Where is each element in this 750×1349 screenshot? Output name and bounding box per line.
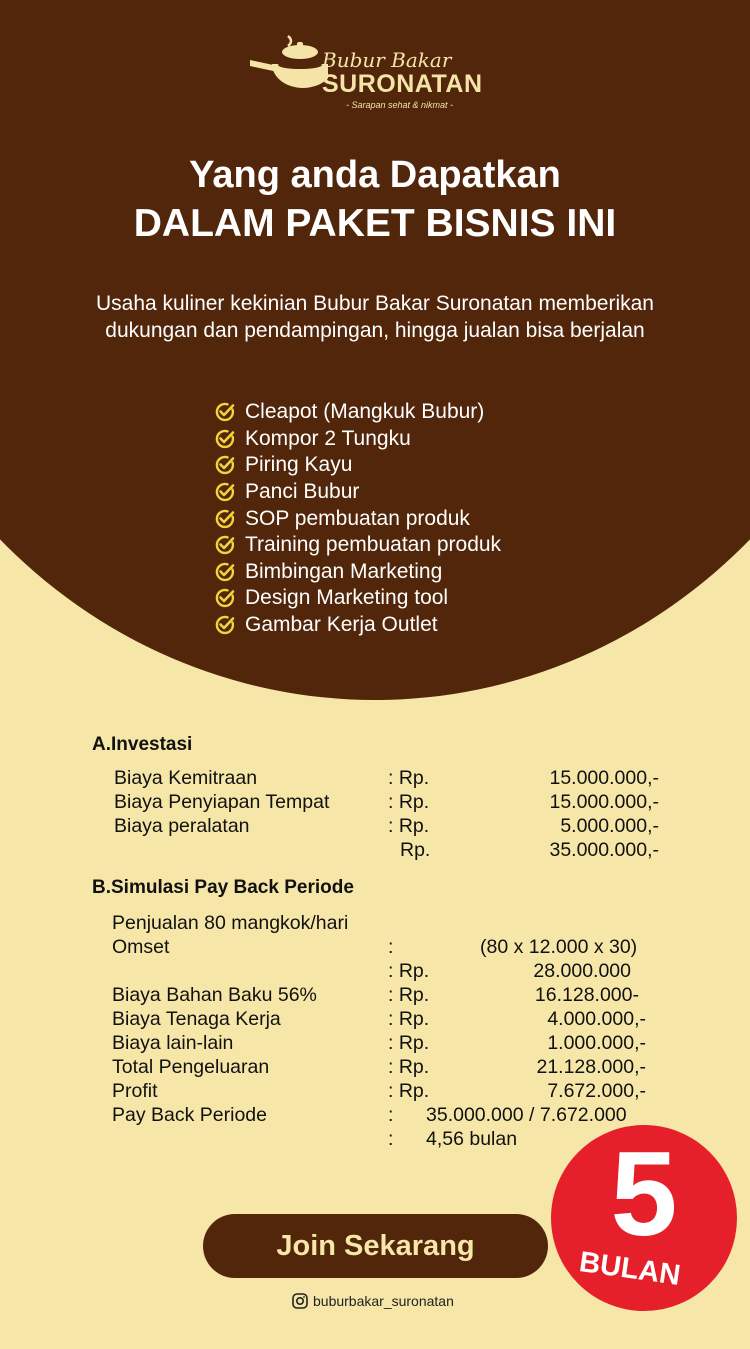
- row-currency: : Rp.: [388, 791, 430, 813]
- feature-label: Design Marketing tool: [245, 586, 449, 610]
- check-circle-icon: [214, 428, 236, 450]
- row-colon: :: [388, 1104, 394, 1126]
- instagram-handle: buburbakar_suronatan: [313, 1293, 454, 1309]
- omset-row: [0, 936, 750, 960]
- row-colon: :: [388, 1128, 394, 1150]
- row-label: Biaya Bahan Baku 56%: [112, 984, 317, 1006]
- instagram-icon: [292, 1293, 308, 1309]
- row-currency: : Rp.: [388, 767, 430, 789]
- check-circle-icon: [214, 454, 236, 476]
- feature-list: [214, 399, 501, 638]
- omset-value-row: [0, 960, 750, 984]
- feature-item: [214, 585, 501, 612]
- feature-label: Gambar Kerja Outlet: [245, 613, 438, 637]
- row-currency: : Rp.: [388, 1080, 430, 1102]
- row-colon: :: [388, 936, 394, 958]
- row-currency: : Rp.: [388, 1032, 430, 1054]
- payback-result: 4,56 bulan: [426, 1128, 518, 1150]
- feature-label: SOP pembuatan produk: [245, 506, 470, 530]
- check-circle-icon: [214, 561, 236, 583]
- bowl-icon: [248, 34, 328, 100]
- row-value: 21.128.000,-: [536, 1056, 646, 1078]
- feature-label: Panci Bubur: [245, 480, 360, 504]
- brand-name-line1: Bubur Bakar: [322, 48, 452, 72]
- feature-label: Piring Kayu: [245, 453, 353, 477]
- brand-logo: [248, 28, 488, 108]
- row-currency: : Rp.: [388, 1008, 430, 1030]
- row-label: Penjualan 80 mangkok/hari: [112, 912, 349, 934]
- feature-item: [214, 399, 501, 426]
- row-label: Profit: [112, 1080, 158, 1102]
- payback-badge: [551, 1125, 737, 1311]
- simulasi-row: [0, 1032, 750, 1056]
- investasi-heading: A.Investasi: [92, 734, 193, 755]
- join-now-button[interactable]: Join Sekarang: [203, 1214, 548, 1278]
- brand-name-line2: SURONATAN: [322, 70, 483, 98]
- check-circle-icon: [214, 534, 236, 556]
- simulasi-row: [0, 1080, 750, 1104]
- feature-item: [214, 505, 501, 532]
- simulasi-heading: B.Simulasi Pay Back Periode: [92, 877, 354, 898]
- investasi-total-row: [0, 839, 750, 863]
- row-label: Biaya lain-lain: [112, 1032, 234, 1054]
- row-value: 5.000.000,-: [560, 815, 659, 837]
- simulasi-row: [0, 984, 750, 1008]
- hero-title-line2: DALAM PAKET BISNIS INI: [133, 202, 617, 245]
- feature-label: Kompor 2 Tungku: [245, 426, 411, 450]
- row-value: 28.000.000: [533, 960, 631, 982]
- simulasi-row: [0, 1008, 750, 1032]
- row-currency: : Rp.: [388, 815, 430, 837]
- badge-number: 5: [610, 1127, 678, 1261]
- omset-formula: (80 x 12.000 x 30): [480, 936, 638, 958]
- row-label: Total Pengeluaran: [112, 1056, 270, 1078]
- row-label: Biaya peralatan: [114, 815, 250, 837]
- feature-item: [214, 612, 501, 639]
- instagram-link[interactable]: [292, 1293, 454, 1309]
- feature-item: [214, 479, 501, 506]
- row-label: Omset: [112, 936, 170, 958]
- row-value: 16.128.000-: [534, 984, 639, 1006]
- feature-item: [214, 426, 501, 453]
- simulasi-row: [0, 1056, 750, 1080]
- investasi-row: [0, 815, 750, 839]
- row-value: 1.000.000,-: [547, 1032, 646, 1054]
- feature-label: Training pembuatan produk: [245, 533, 502, 557]
- investasi-row: [0, 767, 750, 791]
- brand-tagline: - Sarapan sehat & nikmat -: [346, 100, 454, 110]
- row-value: 15.000.000,-: [549, 791, 659, 813]
- feature-label: Cleapot (Mangkuk Bubur): [245, 400, 485, 424]
- row-label: Biaya Tenaga Kerja: [112, 1008, 281, 1030]
- hero-intro-text: Usaha kuliner kekinian Bubur Bakar Suronatan memberikan dukungan dan pendampingan, hingga jualan bisa berjalan: [96, 292, 654, 342]
- row-label: Pay Back Periode: [112, 1104, 268, 1126]
- check-circle-icon: [214, 481, 236, 503]
- penjualan-row: [0, 912, 750, 936]
- badge-unit: BULAN: [577, 1246, 683, 1292]
- row-label: Biaya Kemitraan: [114, 767, 258, 789]
- check-circle-icon: [214, 614, 236, 636]
- payback-formula: 35.000.000 / 7.672.000: [426, 1104, 627, 1126]
- row-label: Biaya Penyiapan Tempat: [114, 791, 330, 813]
- feature-item: [214, 532, 501, 559]
- row-value: 35.000.000,-: [549, 839, 659, 861]
- row-value: 4.000.000,-: [547, 1008, 646, 1030]
- row-currency: : Rp.: [388, 960, 430, 982]
- row-currency: : Rp.: [388, 984, 430, 1006]
- row-currency: Rp.: [400, 839, 431, 861]
- feature-label: Bimbingan Marketing: [245, 559, 443, 583]
- check-circle-icon: [214, 587, 236, 609]
- investasi-row: [0, 791, 750, 815]
- check-circle-icon: [214, 401, 236, 423]
- row-value: 7.672.000,-: [547, 1080, 646, 1102]
- row-currency: : Rp.: [388, 1056, 430, 1078]
- check-circle-icon: [214, 508, 236, 530]
- feature-item: [214, 452, 501, 479]
- row-value: 15.000.000,-: [549, 767, 659, 789]
- hero-title-line1: Yang anda Dapatkan: [189, 154, 561, 196]
- feature-item: [214, 559, 501, 586]
